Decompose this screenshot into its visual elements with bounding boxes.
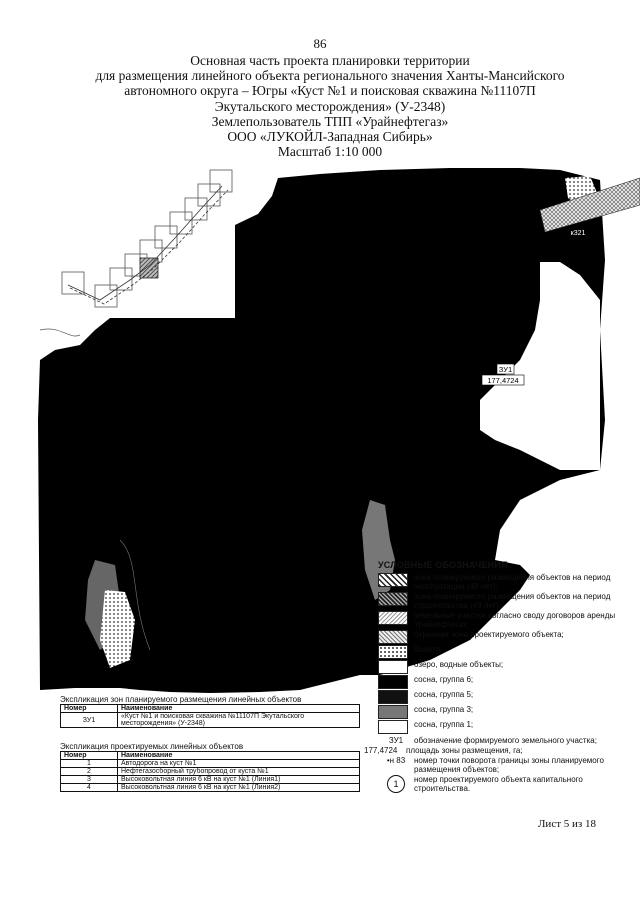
light-hatch-swatch-icon (378, 611, 408, 625)
explication-zones-caption: Экспликация зон планируемого размещения линейных объектов (60, 695, 302, 704)
title-line: Землепользователь ТПП «Урайнефтегаз» (211, 113, 449, 129)
black-swatch-icon (378, 675, 408, 689)
legend-item: ЗУ1 обозначение формируемого земельного участка; (378, 736, 628, 745)
powerline-line (70, 190, 228, 304)
legend-item: болото; (378, 645, 628, 659)
page-number: 86 (313, 36, 327, 51)
title-line: ООО «ЛУКОЙЛ-Западная Сибирь» (227, 129, 433, 145)
table-row: 3 Высоковольтная линия 6 кВ на куст №1 (Линия1) (61, 776, 360, 784)
gray-swatch-icon (378, 705, 408, 719)
table-header-row: Номер Наименование (61, 705, 360, 713)
legend-item: сосна, группа 3; (378, 705, 628, 719)
legend-item: зона планируемого размещения объектов на период строительства (49 лет); (378, 592, 628, 610)
table-row: 2 Нефтегазосборный трубопровод от куста №1 (61, 768, 360, 776)
dense-hatch-swatch-icon (378, 592, 408, 606)
title-line: автономного округа – Югры «Куст №1 и поисковая скважина №11107П (124, 83, 536, 99)
legend-item: охранная зона проектируемого объекта; (378, 630, 628, 644)
cross-hatch-swatch-icon (378, 630, 408, 644)
well-pad (140, 258, 158, 278)
legend-item: озеро, водные объекты; (378, 660, 628, 674)
area-symbol: 177,4724 (364, 746, 398, 755)
title-line: Экутальского месторождения» (У-2348) (214, 98, 446, 114)
legend-item: •н 83 номер точки поворота границы зоны планируемого размещения объектов; (378, 756, 628, 774)
corridor-zone (62, 170, 232, 307)
table-row: 1 Автодорога на куст №1 (61, 760, 360, 768)
white-swatch-icon (378, 720, 408, 734)
legend (364, 560, 628, 794)
black-swatch-icon (378, 690, 408, 704)
zone-symbol: ЗУ1 (388, 736, 404, 745)
river-line (40, 329, 80, 336)
table-header-row: Номер Наименование (61, 752, 360, 760)
legend-item: 1 номер проектируемого объекта капитального строительства. (378, 775, 628, 793)
hatched-swatch-icon (378, 573, 408, 587)
zone-label: ЗУ1 (498, 365, 513, 374)
point-symbol: •н 83 (386, 756, 406, 765)
legend-item: 177,4724 площадь зоны размещения, га; (364, 746, 523, 755)
sheet-number: Лист 5 из 18 (537, 818, 596, 830)
table-row: 4 Высоковольтная линия 6 кВ на куст №1 (Линия2) (61, 784, 360, 792)
pipeline-line (68, 186, 222, 300)
title-line: для размещения линейного объекта регионального значения Ханты-Мансийского (95, 68, 565, 84)
legend-item: земельные участки согласно своду договоров аренды Урайнефтегаз; (378, 611, 628, 629)
legend-item: сосна, группа 1; (378, 720, 628, 734)
explication-objects (60, 742, 360, 792)
legend-item: сосна, группа 5; (378, 690, 628, 704)
explication-objects-table (60, 751, 360, 792)
explication-zones (60, 695, 360, 728)
legend-item: зона планируемого размещения объектов на период эксплуатации (49 лет); (378, 573, 628, 591)
white-swatch-icon (378, 660, 408, 674)
legend-title: УСЛОВНЫЕ ОБОЗНАЧЕНИЯ: (378, 560, 511, 570)
table-row: ЗУ1 «Куст №1 и поисковая скважина №11107П Экутальского месторождения» (У-2348) (61, 713, 360, 728)
circle-symbol-icon: 1 (387, 775, 405, 793)
road-label: к321 (570, 230, 586, 237)
title-line: Масштаб 1:10 000 (277, 144, 383, 160)
dotted-swatch-icon (378, 645, 408, 659)
explication-zones-table (60, 704, 360, 728)
explication-objects-caption: Экспликация проектируемых линейных объектов (60, 742, 244, 751)
zone-area-label: 177,4724 (487, 376, 519, 385)
title-line: Основная часть проекта планировки территории (190, 53, 470, 68)
legend-item: сосна, группа 6; (378, 675, 628, 689)
